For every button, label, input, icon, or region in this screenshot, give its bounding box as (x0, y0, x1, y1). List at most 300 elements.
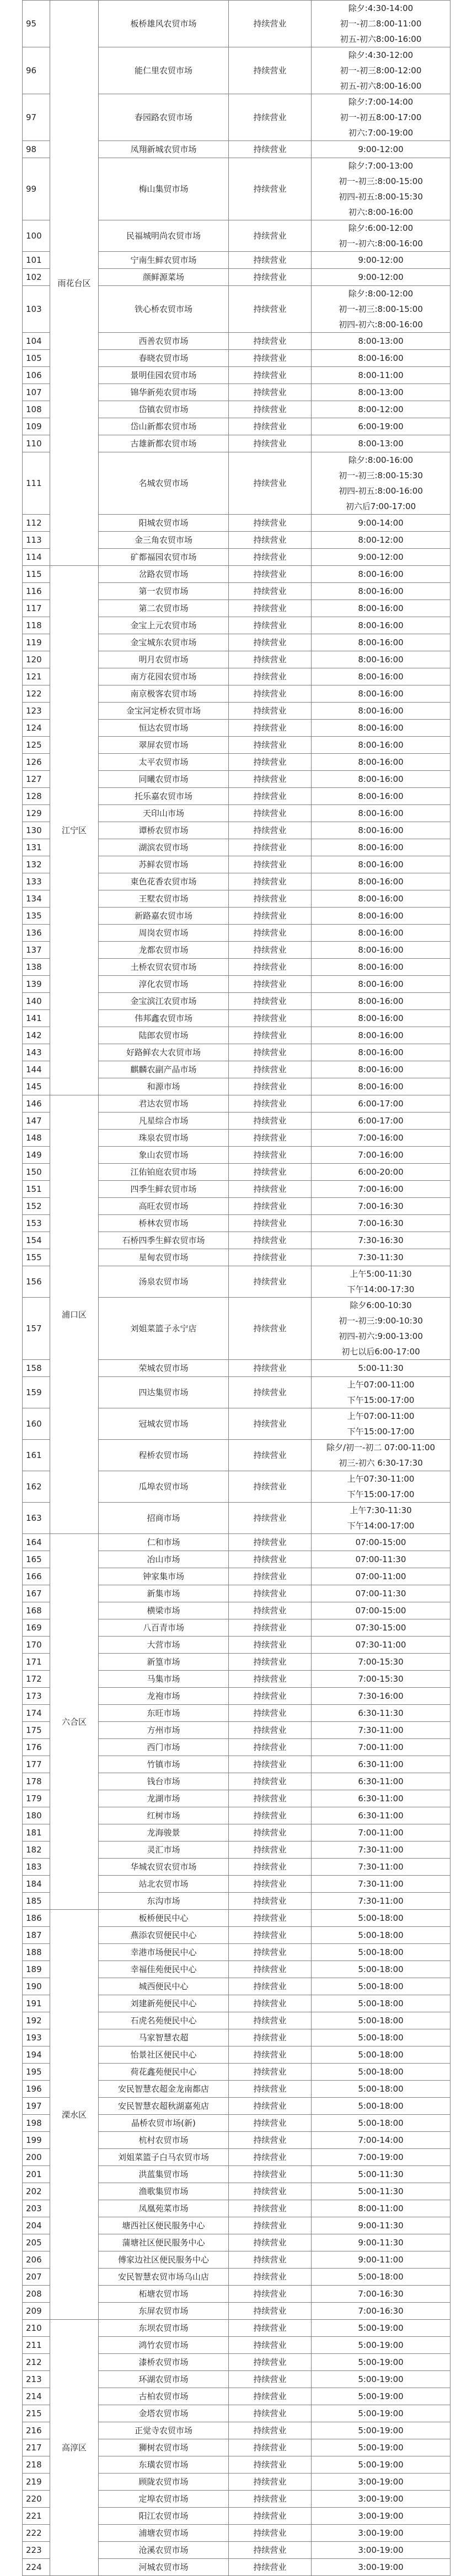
hours-cell (312, 1298, 450, 1360)
hours-cell (312, 1961, 450, 1978)
row-number: 157 (23, 1298, 50, 1360)
row-number: 195 (23, 2064, 50, 2081)
market-name: 竹镇市场 (99, 1756, 229, 1773)
row-number: 101 (23, 252, 50, 269)
hours-line: 8:00-16:00 (358, 808, 404, 818)
table-row (23, 1910, 450, 1927)
market-name: 湖滨农贸市场 (99, 839, 229, 856)
hours-line: 8:00-11:00 (358, 2204, 404, 2213)
market-name: 安民智慧农超金龙南都店 (99, 2081, 229, 2098)
hours-line: 8:00-16:00 (358, 860, 404, 870)
market-name: 阳城农贸市场 (99, 515, 229, 532)
status-cell: 持续营业 (229, 805, 312, 822)
row-number: 124 (23, 720, 50, 737)
hours-line: 8:00-16:00 (358, 996, 404, 1006)
market-name: 方州市场 (99, 1722, 229, 1739)
hours-line: 07:00-11:30 (355, 1554, 406, 1564)
hours-cell (312, 720, 450, 737)
hours-line: 8:00-16:00 (358, 672, 404, 682)
row-number: 141 (23, 1010, 50, 1027)
hours-line: 7:00-16:30 (358, 2306, 404, 2316)
hours-cell (312, 333, 450, 350)
row-number: 156 (23, 1266, 50, 1298)
row-number: 169 (23, 1619, 50, 1637)
hours-cell (312, 1568, 450, 1585)
market-table (22, 0, 450, 2576)
status-cell: 持续营业 (229, 1095, 312, 1113)
market-name: 站北农贸市场 (99, 1876, 229, 1893)
row-number: 177 (23, 1756, 50, 1773)
market-name: 梅山集贸市场 (99, 158, 229, 220)
hours-line: 7:30-11:00 (358, 1862, 404, 1872)
market-name: 東色花香农贸市场 (99, 873, 229, 890)
status-cell: 持续营业 (229, 2337, 312, 2354)
hours-line: 8:00-16:00 (358, 740, 404, 750)
market-name: 荷花鑫苑便民中心 (99, 2064, 229, 2081)
status-cell: 持续营业 (229, 1471, 312, 1503)
market-name: 谭桥农贸市场 (99, 822, 229, 839)
hours-line: 初一-初三:8:00-15:00 (339, 304, 423, 314)
row-number: 118 (23, 617, 50, 634)
hours-line: 初四-初五:8:00-15:30 (339, 192, 423, 202)
hours-line: 8:00-13:00 (358, 439, 404, 449)
status-cell: 持续营业 (229, 1249, 312, 1266)
status-cell: 持续营业 (229, 908, 312, 925)
hours-line: 5:00-18:00 (358, 1981, 404, 1991)
hours-cell (312, 2388, 450, 2405)
hours-line: 07:00-15:00 (355, 1537, 406, 1547)
row-number: 214 (23, 2388, 50, 2405)
hours-line: 8:00-16:00 (358, 945, 404, 955)
market-name: 傅家边社区便民服务中心 (99, 2251, 229, 2269)
status-cell: 持续营业 (229, 1876, 312, 1893)
row-number: 121 (23, 668, 50, 685)
hours-line: 初一-初五8:00-17:00 (340, 112, 422, 122)
row-number: 213 (23, 2371, 50, 2388)
hours-cell (312, 651, 450, 668)
hours-line: 7:30-11:30 (358, 1252, 404, 1262)
hours-line: 5:00-11:30 (358, 2169, 404, 2179)
hours-cell (312, 2286, 450, 2303)
status-cell: 持续营业 (229, 685, 312, 703)
hours-line: 初三-初六 6:30-17:30 (339, 1458, 423, 1468)
hours-cell (312, 1266, 450, 1298)
status-cell: 持续营业 (229, 1408, 312, 1440)
hours-line: 5:00-18:00 (358, 1964, 404, 1974)
row-number: 163 (23, 1503, 50, 1534)
market-name: 苏鲜农贸市场 (99, 856, 229, 873)
hours-cell (312, 2337, 450, 2354)
hours-line: 6:00-17:00 (358, 1099, 404, 1109)
hours-cell (312, 2354, 450, 2371)
row-number: 112 (23, 515, 50, 532)
table-row (23, 2320, 450, 2337)
hours-cell (312, 1654, 450, 1671)
status-cell: 持续营业 (229, 1944, 312, 1961)
hours-line: 8:00-16:00 (358, 757, 404, 767)
hours-line: 除夕:8:00-12:00 (348, 289, 414, 299)
status-cell: 持续营业 (229, 2012, 312, 2029)
row-number: 148 (23, 1130, 50, 1147)
hours-cell (312, 2320, 450, 2337)
row-number: 222 (23, 2525, 50, 2542)
market-name: 东旺市场 (99, 1705, 229, 1722)
district-cell: 雨花台区 (50, 1, 99, 566)
status-cell: 持续营业 (229, 2064, 312, 2081)
row-number: 113 (23, 532, 50, 549)
market-name: 龙海骏景 (99, 1824, 229, 1841)
market-name: 民福城明尚农贸市场 (99, 220, 229, 252)
hours-cell (312, 1408, 450, 1440)
market-name: 刘姐菜篮子白马农贸市场 (99, 2149, 229, 2166)
market-name: 土桥农贸农贸市场 (99, 959, 229, 976)
status-cell: 持续营业 (229, 435, 312, 452)
market-name: 东屏农贸市场 (99, 2303, 229, 2320)
status-cell: 持续营业 (229, 668, 312, 685)
status-cell: 持续营业 (229, 634, 312, 651)
row-number: 140 (23, 993, 50, 1010)
market-name: 板桥便民中心 (99, 1910, 229, 1927)
market-name: 东璜农贸市场 (99, 2456, 229, 2474)
hours-line: 6:00-20:00 (358, 1167, 404, 1177)
hours-cell (312, 959, 450, 976)
row-number: 168 (23, 1602, 50, 1619)
hours-line: 8:00-16:00 (358, 353, 404, 363)
market-name: 华城农贸农贸市场 (99, 1859, 229, 1876)
hours-line: 5:00-18:00 (358, 2118, 404, 2128)
row-number: 108 (23, 401, 50, 418)
market-name: 第一农贸市场 (99, 583, 229, 600)
status-cell: 持续营业 (229, 549, 312, 566)
row-number: 134 (23, 890, 50, 908)
status-cell: 持续营业 (229, 873, 312, 890)
row-number: 215 (23, 2405, 50, 2422)
status-cell: 持续营业 (229, 1688, 312, 1705)
status-cell: 持续营业 (229, 1503, 312, 1534)
status-cell: 持续营业 (229, 737, 312, 754)
status-cell: 持续营业 (229, 1585, 312, 1602)
hours-cell (312, 2269, 450, 2286)
row-number: 186 (23, 1910, 50, 1927)
status-cell: 持续营业 (229, 651, 312, 668)
hours-cell (312, 754, 450, 771)
status-cell: 持续营业 (229, 993, 312, 1010)
market-name: 星甸农贸市场 (99, 1249, 229, 1266)
hours-line: 7:30-11:00 (358, 1845, 404, 1855)
market-name: 凤凰苑菜市场 (99, 2200, 229, 2217)
hours-cell (312, 1807, 450, 1824)
row-number: 197 (23, 2098, 50, 2115)
status-cell: 持续营业 (229, 141, 312, 158)
row-number: 184 (23, 1876, 50, 1893)
row-number: 223 (23, 2542, 50, 2559)
market-name: 马家智慧农超 (99, 2029, 229, 2046)
row-number: 167 (23, 1585, 50, 1602)
market-name: 岱山新都农贸市场 (99, 418, 229, 435)
market-name: 龙湖市场 (99, 1790, 229, 1807)
hours-cell (312, 2525, 450, 2542)
market-name: 天印山市场 (99, 805, 229, 822)
row-number: 126 (23, 754, 50, 771)
hours-line: 下午15:00-17:00 (347, 1395, 415, 1405)
hours-cell (312, 2251, 450, 2269)
status-cell: 持续营业 (229, 1739, 312, 1756)
status-cell: 持续营业 (229, 1893, 312, 1910)
status-cell: 持续营业 (229, 1298, 312, 1360)
row-number: 185 (23, 1893, 50, 1910)
row-number: 178 (23, 1773, 50, 1790)
hours-cell (312, 1876, 450, 1893)
hours-line: 9:00-14:00 (358, 518, 404, 528)
hours-line: 除夕:8:00-16:00 (348, 455, 414, 465)
hours-cell (312, 418, 450, 435)
status-cell: 持续营业 (229, 2286, 312, 2303)
hours-line: 8:00-16:00 (358, 706, 404, 716)
status-cell: 持续营业 (229, 269, 312, 286)
row-number: 120 (23, 651, 50, 668)
hours-cell (312, 788, 450, 805)
hours-line: 初六:8:00-16:00 (348, 207, 414, 217)
status-cell: 持续营业 (229, 839, 312, 856)
market-name: 新路嘉农贸市场 (99, 908, 229, 925)
market-name: 能仁里农贸市场 (99, 47, 229, 94)
hours-line: 8:00-16:00 (358, 1065, 404, 1074)
market-name: 金三角农贸市场 (99, 532, 229, 549)
row-number: 146 (23, 1095, 50, 1113)
hours-line: 3:00-19:00 (358, 2477, 404, 2487)
row-number: 194 (23, 2046, 50, 2064)
status-cell: 持续营业 (229, 2303, 312, 2320)
hours-line: 07:00-11:00 (355, 1571, 406, 1581)
status-cell: 持续营业 (229, 1044, 312, 1061)
hours-cell (312, 1232, 450, 1249)
status-cell: 持续营业 (229, 452, 312, 515)
market-name: 金宝河定桥农贸市场 (99, 703, 229, 720)
market-name: 古雄新都农贸市场 (99, 435, 229, 452)
row-number: 187 (23, 1927, 50, 1944)
hours-cell (312, 1534, 450, 1551)
hours-cell (312, 2029, 450, 2046)
market-name: 新篁市场 (99, 1654, 229, 1671)
hours-cell (312, 1130, 450, 1147)
market-name: 安民智慧农超秋湖嘉苑店 (99, 2098, 229, 2115)
status-cell: 持续营业 (229, 2081, 312, 2098)
market-name: 城西便民中心 (99, 1978, 229, 1995)
hours-cell (312, 549, 450, 566)
hours-cell (312, 401, 450, 418)
row-number: 130 (23, 822, 50, 839)
market-name: 安民智慧农贸市场乌山店 (99, 2269, 229, 2286)
market-name: 招商市场 (99, 1503, 229, 1534)
hours-cell (312, 2166, 450, 2183)
row-number: 170 (23, 1637, 50, 1654)
market-name: 洪蓝集贸市场 (99, 2166, 229, 2183)
hours-line: 8:00-13:00 (358, 387, 404, 397)
market-name: 西门市场 (99, 1739, 229, 1756)
market-name: 新集市场 (99, 1585, 229, 1602)
status-cell: 持续营业 (229, 2388, 312, 2405)
hours-line: 初五-初六8:00-16:00 (340, 34, 422, 44)
hours-cell (312, 1585, 450, 1602)
hours-line: 3:00-19:00 (358, 2511, 404, 2521)
hours-cell (312, 384, 450, 401)
status-cell: 持续营业 (229, 286, 312, 333)
row-number: 210 (23, 2320, 50, 2337)
row-number: 200 (23, 2149, 50, 2166)
hours-line: 5:00-18:00 (358, 2033, 404, 2043)
hours-cell (312, 2217, 450, 2234)
status-cell: 持续营业 (229, 350, 312, 367)
row-number: 171 (23, 1654, 50, 1671)
market-name: 阳江农贸市场 (99, 2508, 229, 2525)
row-number: 125 (23, 737, 50, 754)
row-number: 145 (23, 1078, 50, 1095)
status-cell: 持续营业 (229, 1360, 312, 1377)
row-number: 165 (23, 1551, 50, 1568)
status-cell: 持续营业 (229, 1010, 312, 1027)
market-name: 四季生鲜农贸市场 (99, 1181, 229, 1198)
market-name: 江佑铂庭农贸市场 (99, 1164, 229, 1181)
status-cell: 持续营业 (229, 959, 312, 976)
market-name: 矿都福园农贸市场 (99, 549, 229, 566)
row-number: 166 (23, 1568, 50, 1585)
status-cell: 持续营业 (229, 1978, 312, 1995)
row-number: 219 (23, 2474, 50, 2491)
market-name: 大营市场 (99, 1637, 229, 1654)
hours-cell (312, 1503, 450, 1534)
hours-line: 7:00-16:30 (358, 1201, 404, 1211)
hours-line: 初一-初二8:00-11:00 (340, 19, 422, 29)
hours-line: 6:30-11:00 (358, 1794, 404, 1803)
hours-cell (312, 2012, 450, 2029)
market-name: 板桥雄风农贸市场 (99, 1, 229, 47)
row-number: 221 (23, 2508, 50, 2525)
status-cell: 持续营业 (229, 2200, 312, 2217)
hours-cell (312, 2183, 450, 2200)
hours-cell (312, 856, 450, 873)
hours-cell (312, 1027, 450, 1044)
row-number: 204 (23, 2217, 50, 2234)
district-cell: 溧水区 (50, 1910, 99, 2320)
market-name: 程桥农贸市场 (99, 1440, 229, 1471)
hours-line: 下午15:00-17:00 (347, 1489, 415, 1499)
hours-line: 初五-初六8:00-16:00 (340, 81, 422, 91)
hours-line: 3:00-19:00 (358, 2545, 404, 2555)
hours-cell (312, 47, 450, 94)
market-name: 西善农贸市场 (99, 333, 229, 350)
row-number: 99 (23, 158, 50, 220)
row-number: 138 (23, 959, 50, 976)
hours-cell (312, 2456, 450, 2474)
hours-cell (312, 737, 450, 754)
hours-line: 8:00-16:00 (358, 911, 404, 921)
market-name: 明月农贸市场 (99, 651, 229, 668)
market-name: 瓜埠农贸市场 (99, 1471, 229, 1503)
market-hours-sheet (22, 0, 450, 2576)
hours-line: 7:00-16:00 (358, 1150, 404, 1160)
status-cell: 持续营业 (229, 2474, 312, 2491)
hours-cell (312, 367, 450, 384)
hours-cell (312, 1147, 450, 1164)
row-number: 212 (23, 2354, 50, 2371)
hours-cell (312, 976, 450, 993)
hours-line: 除夕:4:30-14:00 (348, 3, 414, 13)
market-name: 和源市场 (99, 1078, 229, 1095)
hours-cell (312, 942, 450, 959)
status-cell: 持续营业 (229, 720, 312, 737)
hours-line: 5:00-18:00 (358, 2084, 404, 2094)
hours-cell (312, 2405, 450, 2422)
status-cell: 持续营业 (229, 418, 312, 435)
status-cell: 持续营业 (229, 1671, 312, 1688)
hours-cell (312, 2371, 450, 2388)
market-name: 古柏农贸市场 (99, 2388, 229, 2405)
hours-cell (312, 2542, 450, 2559)
status-cell: 持续营业 (229, 220, 312, 252)
status-cell: 持续营业 (229, 2029, 312, 2046)
hours-line: 除夕:7:00-14:00 (348, 97, 414, 107)
hours-line: 下午14:00-17:30 (347, 1284, 415, 1294)
hours-cell (312, 2098, 450, 2115)
row-number: 201 (23, 2166, 50, 2183)
hours-line: 5:00-11:30 (358, 1363, 404, 1373)
hours-line: 7:30-16:30 (358, 1235, 404, 1245)
hours-cell (312, 2115, 450, 2132)
hours-line: 7:00-16:30 (358, 1218, 404, 1228)
hours-line: 5:00-18:00 (358, 1930, 404, 1940)
market-name: 幸港市场便民中心 (99, 1944, 229, 1961)
hours-cell (312, 583, 450, 600)
status-cell: 持续营业 (229, 1756, 312, 1773)
hours-line: 9:00-12:00 (358, 255, 404, 265)
hours-line: 5:00-18:00 (358, 2050, 404, 2060)
status-cell: 持续营业 (229, 1602, 312, 1619)
market-name: 南方花园农贸市场 (99, 668, 229, 685)
market-name: 钱台市场 (99, 1773, 229, 1790)
status-cell: 持续营业 (229, 600, 312, 617)
hours-line: 7:30-11:00 (358, 1725, 404, 1735)
status-cell: 持续营业 (229, 2508, 312, 2525)
hours-line: 8:00-16:00 (358, 723, 404, 733)
row-number: 144 (23, 1061, 50, 1078)
hours-cell (312, 1756, 450, 1773)
status-cell: 持续营业 (229, 1807, 312, 1824)
hours-cell (312, 1705, 450, 1722)
hours-line: 下午15:00-17:00 (347, 1427, 415, 1436)
market-name: 宁南生鲜农贸市场 (99, 252, 229, 269)
row-number: 150 (23, 1164, 50, 1181)
hours-cell (312, 822, 450, 839)
status-cell: 持续营业 (229, 1078, 312, 1095)
status-cell: 持续营业 (229, 583, 312, 600)
market-name: 好路鲜农大农贸市场 (99, 1044, 229, 1061)
market-name: 金塔农贸市场 (99, 2405, 229, 2422)
hours-cell (312, 2474, 450, 2491)
market-name: 鸿竹农贸市场 (99, 2337, 229, 2354)
row-number: 190 (23, 1978, 50, 1995)
row-number: 105 (23, 350, 50, 367)
hours-cell (312, 600, 450, 617)
hours-line: 7:00-15:30 (358, 1657, 404, 1667)
market-name: 石虎名苑便民中心 (99, 2012, 229, 2029)
row-number: 208 (23, 2286, 50, 2303)
status-cell: 持续营业 (229, 2491, 312, 2508)
hours-line: 8:00-16:00 (358, 1013, 404, 1023)
row-number: 174 (23, 1705, 50, 1722)
status-cell: 持续营业 (229, 333, 312, 350)
status-cell: 持续营业 (229, 566, 312, 583)
status-cell: 持续营业 (229, 1654, 312, 1671)
